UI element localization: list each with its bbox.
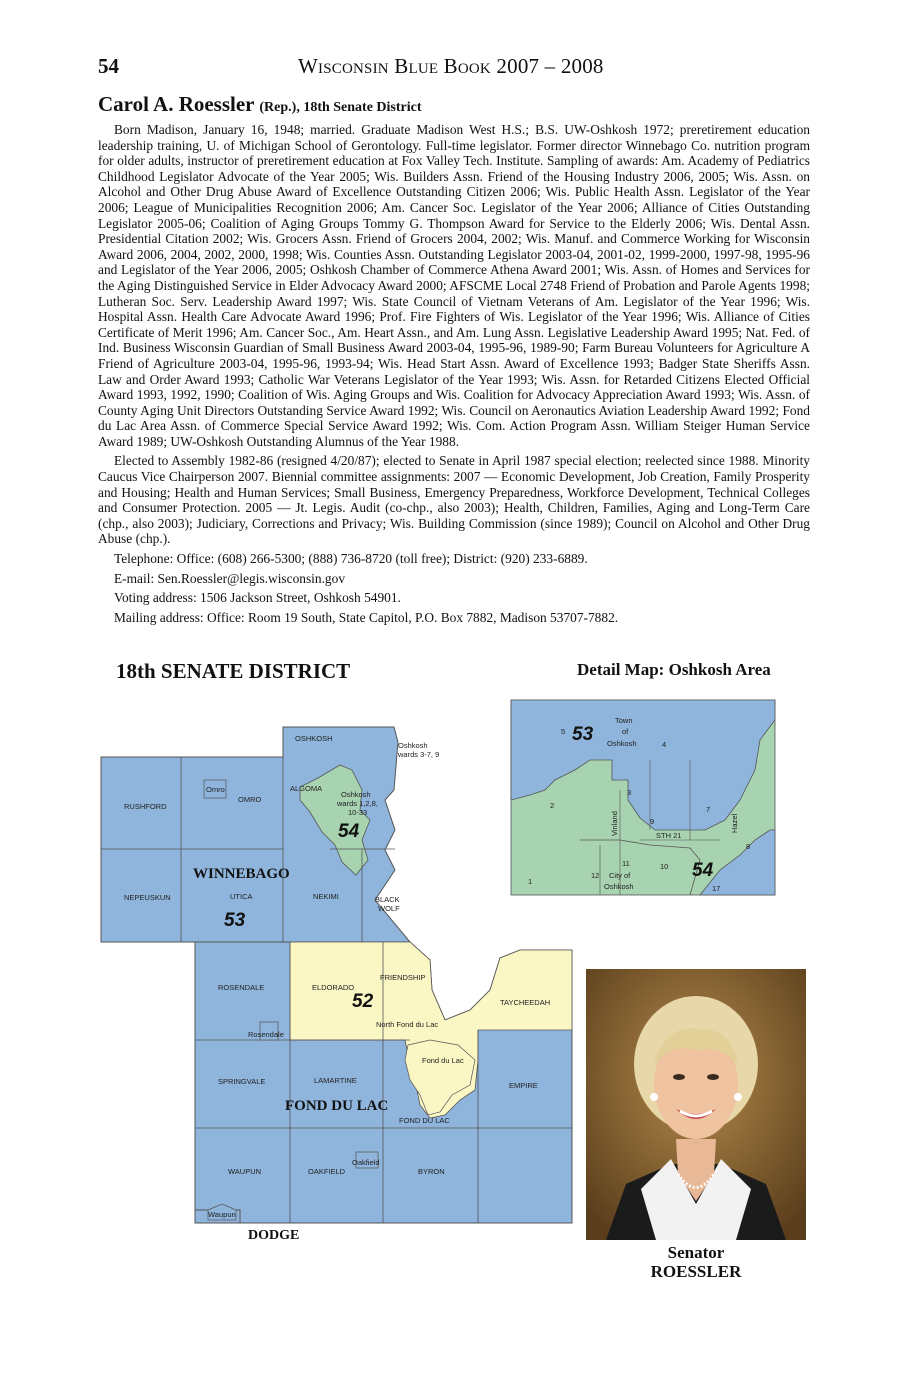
detail-label-sth21: STH 21 (656, 831, 682, 840)
detail-ward-8: 8 (746, 842, 751, 851)
label-rosendale-village: Rosendale (248, 1030, 284, 1039)
detail-label-town-line3: Oshkosh (607, 739, 637, 748)
label-rushford: RUSHFORD (124, 802, 167, 811)
detail-ward-3: 3 (627, 788, 632, 797)
label-nepeuskun: NEPEUSKUN (124, 893, 171, 902)
label-oshkosh-wards-1-line1: Oshkosh (341, 790, 371, 799)
senator-photo (586, 969, 806, 1240)
label-fond-du-lac-town: FOND DU LAC (399, 1116, 450, 1125)
detail-label-city-line2: Oshkosh (604, 882, 634, 891)
label-eldorado: ELDORADO (312, 983, 355, 992)
detail-label-hazel: Hazel (730, 813, 739, 833)
detail-ward-17: 17 (712, 884, 721, 893)
detail-label-city-line1: City of (609, 871, 631, 880)
district-number-54: 54 (338, 821, 360, 842)
label-oshkosh-wards-1-line3: 10-33 (348, 808, 368, 817)
bio-paragraph-awards: Born Madison, January 16, 1948; married. Graduate Madison West H.S.; B.S. UW-Oshkosh 1972; preretirement education leadership training, U. of Michigan School of Gerontology. Full-time legislator. Former director Winnebago Co. nutrition program for older adults, instructor of preretirement education at Fox Valley Tech. Institute. Sampling of awards: Am. Academy of Pediatrics Childhood Legislator Advocate of the Year 2005; Wis. Builders Assn. Friend of the Housing Industry 2006, 2005; Wis. Assn. on Alcohol and Other Drug Abuse Award of Excellence Outstanding Citizen 2006; Wis. Public Health Assn. Legislator of the Year 2006; League of Municipalities Recognition 2006; Am. Cancer Soc. Legislator of the Year 2006; Alliance of Cities Outstanding Legislator 2005-06; Coalition of Aging Groups Tommy G. Thompson Award for Service to the Elderly 2006; Wis. Dental Assn. Presidential Citation 2002; Wis. Grocers Assn. Friend of Grocers 2004, 2002; Wis. Manuf. and Commerce Working for Wisconsin Award 2006, 2004, 2002, 2000, 1998; Wis. Counties Assn. Outstanding Legislator 2003-04, 2001-02, 1999-2000, 1997-98, 1995-96 and Legislator of the Year 2006, 2005; Oshkosh Chamber of Commerce Athena Award 2001; Wis. Assn. of Homes and Services for the Aging Distinguished Service in Elder Advocacy Award 2000; AFSCME Local 2748 Friend of Probation and Parole Agents 1998; Lutheran Soc. Serv. Leadership Award 1997; Wis. State Council of Vietnam Veterans of Am. Legislator of the Year 1996; Wis. Hospital Assn. Health Care Advocate Award 1996; Prof. Fire Fighters of Wis. Legislator of the Year 1996; Wis. Alliance of Cities Certificate of Merit 1996; Am. Cancer Soc., Am. Heart Assn., and Am. Lung Assn. Legislative Leadership Award 1995; Nat. Fed. of Ind. Business Wisconsin Guardian of Small Business Award 2003-04, 1995-96, 1989-90; Farm Bureau Volunteers for Agriculture A Friend of Agriculture 2003-04, 1995-96, 1993-94; Wis. Head Start Assn. Award of Excellence 1993; Badger State Sheriffs Assn. Law and Order Award 1993; Catholic War Veterans Legislator of the Year 1993; Wis. Assn. for Retarded Citizens Elected Official Award 1993, 1992, 1990; Coalition of Wis. Aging Groups and Wis. Coalition for Advocacy Appreciation Award 1993; Wis. Assn. of County Aging Unit Directors Outstanding Service Award 1992; Wis. Council on Aeronautics Aviation Leadership Award 1992; Fond du Lac Area Assn. of Commerce Special Service Award 1992; Wis. Com. Action Program Assn. William Steiger Human Service Award 1989; UW-Oshkosh Outstanding Alumnus of the Year 1988. (98, 122, 810, 449)
detail-map (511, 700, 775, 895)
voting-address: Voting address: 1506 Jackson Street, Oshkosh 54901. (114, 590, 401, 606)
district-number-53: 53 (224, 910, 246, 931)
label-oshkosh-wards-1-line2: wards 1,2,8, (337, 799, 378, 808)
detail-label-town-line2: of (622, 727, 629, 736)
detail-map-title: Detail Map: Oshkosh Area (577, 660, 771, 679)
detail-ward-7: 7 (706, 805, 711, 814)
label-omro-town: OMRO (238, 795, 262, 804)
label-taycheedah: TAYCHEEDAH (500, 998, 551, 1007)
detail-district-number-53: 53 (572, 724, 594, 745)
senator-affiliation: (Rep.), 18th Senate District (259, 100, 422, 115)
label-oshkosh-wards-3-7-9-line2: wards 3-7, 9 (398, 750, 440, 759)
county-label-winnebago: WINNEBAGO (193, 866, 290, 882)
bio-paragraph-career: Elected to Assembly 1982-86 (resigned 4/20/87); elected to Senate in April 1987 special election; reelected since 1988. Minority Caucus Vice Chairperson 2007. Biennial committee assignments: 2007 — Economic Development, Job Creation, Family Prosperity and Housing; Health and Human Services; Small Business, Emergency Preparedness, Workforce Development, Technical Colleges and Consumer Protection. 2005 — Jt. Legis. Audit (co-chp., also 2003); Health, Children, Families, Aging and Long-Term Care (chp., also 2003); Judiciary, Corrections and Privacy; Wis. Building Commission (since 1989); Council on Alcohol and Other Drug Abuse (chp.). (98, 453, 810, 547)
caption-title: Senator (667, 1243, 725, 1262)
label-black-wolf-line1: BLACK (375, 895, 400, 904)
detail-ward-4: 4 (662, 740, 667, 749)
label-waupun-city: Waupun (208, 1210, 236, 1219)
district-map-title: 18th SENATE DISTRICT (116, 659, 351, 683)
label-springvale: SPRINGVALE (218, 1077, 266, 1086)
label-lamartine: LAMARTINE (314, 1076, 357, 1085)
detail-ward-2: 2 (550, 801, 555, 810)
detail-label-vinland: Vinland (610, 811, 619, 836)
district-map (101, 727, 572, 1243)
email: E-mail: Sen.Roessler@legis.wisconsin.gov (114, 570, 346, 586)
label-fond-du-lac-city: Fond du Lac (422, 1056, 464, 1065)
county-label-fond-du-lac: FOND DU LAC (285, 1098, 389, 1114)
detail-ward-9: 9 (650, 817, 655, 826)
label-algoma: ALGOMA (290, 784, 323, 793)
label-utica: UTICA (230, 892, 253, 901)
detail-ward-11: 11 (622, 859, 630, 868)
caption-name: ROESSLER (650, 1262, 742, 1281)
telephone: Telephone: Office: (608) 266-5300; (888) 736-8720 (toll free); District: (920) 233-6889. (114, 551, 588, 567)
label-rosendale-town: ROSENDALE (218, 983, 265, 992)
detail-ward-5: 5 (561, 727, 566, 736)
photo-caption (586, 1243, 806, 1281)
label-byron: BYRON (418, 1167, 445, 1176)
district-number-52: 52 (352, 991, 374, 1012)
county-label-dodge: DODGE (248, 1228, 300, 1243)
detail-label-town-line1: Town (615, 716, 633, 725)
label-friendship: FRIENDSHIP (380, 973, 426, 982)
mailing-address: Mailing address: Office: Room 19 South, State Capitol, P.O. Box 7882, Madison 53707-7882. (114, 609, 619, 625)
label-black-wolf-line2: WOLF (378, 904, 400, 913)
detail-ward-12: 12 (591, 871, 600, 880)
label-nekimi: NEKIMI (313, 892, 339, 901)
label-oshkosh-wards-3-7-9-line1: Oshkosh (398, 741, 428, 750)
label-oakfield-village: Oakfield (352, 1158, 380, 1167)
detail-district-number-54: 54 (692, 860, 714, 881)
running-head: Wisconsin Blue Book 2007 – 2008 (298, 54, 604, 78)
detail-ward-10: 10 (660, 862, 669, 871)
page-number: 54 (98, 54, 119, 78)
portrait-illustration (586, 969, 806, 1240)
label-oshkosh-town: OSHKOSH (295, 734, 333, 743)
label-north-fond-du-lac: North Fond du Lac (376, 1020, 439, 1029)
senator-name: Carol A. Roessler (98, 92, 255, 116)
label-waupun-town: WAUPUN (228, 1167, 262, 1176)
detail-ward-1: 1 (528, 877, 533, 886)
label-empire: EMPIRE (509, 1081, 538, 1090)
label-omro-city: Omro (206, 785, 225, 794)
label-oakfield-town: OAKFIELD (308, 1167, 346, 1176)
